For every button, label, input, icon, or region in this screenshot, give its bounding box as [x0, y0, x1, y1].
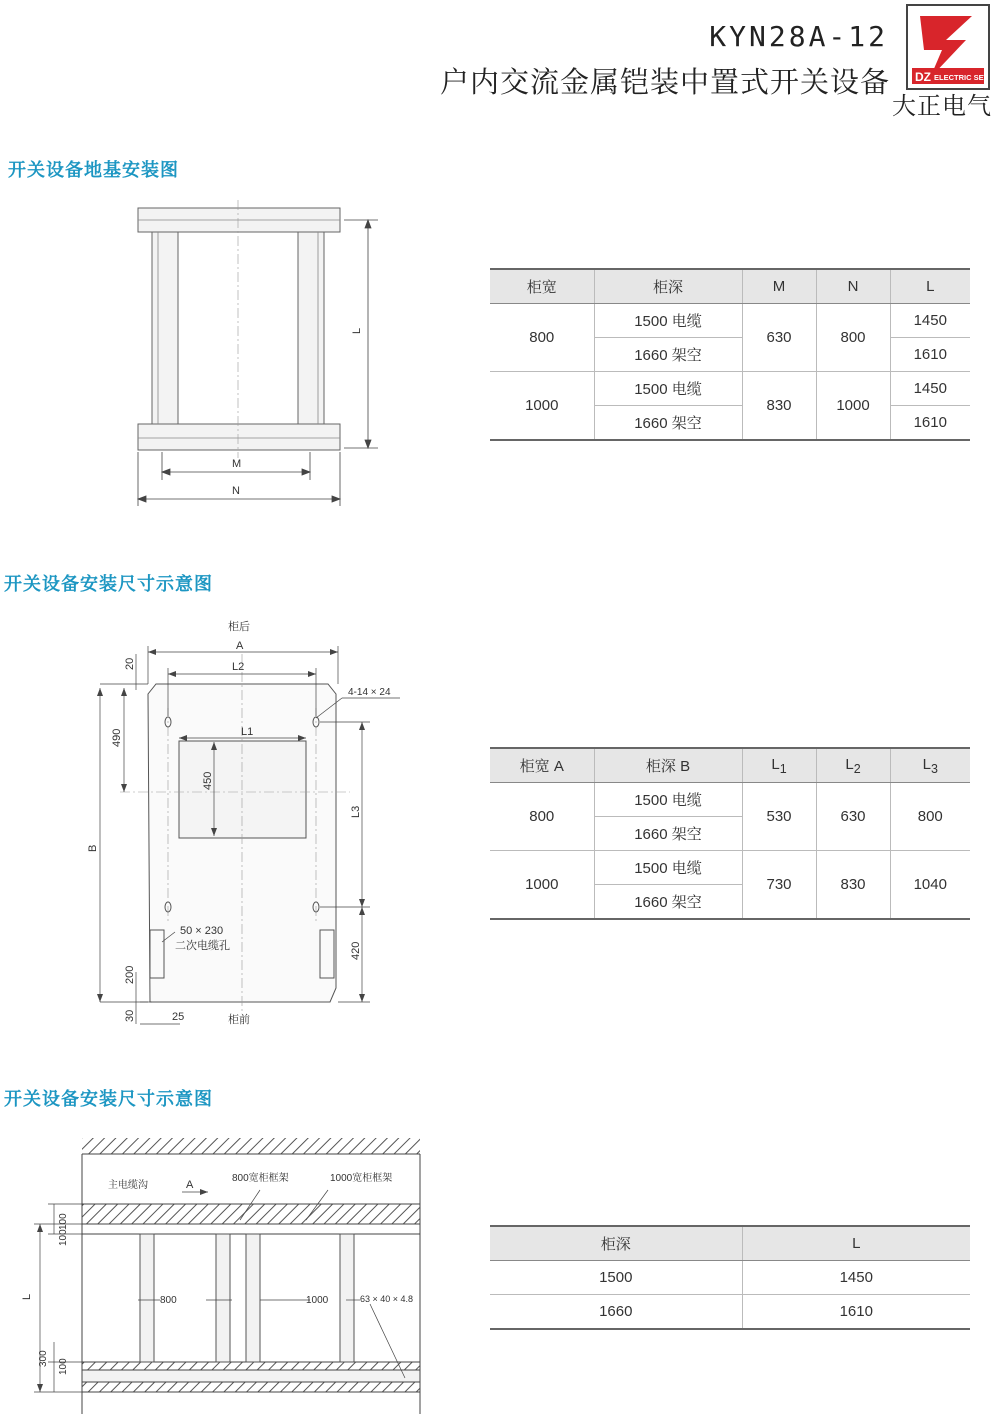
label-490: 490	[111, 728, 123, 747]
trench-table	[490, 1225, 970, 1330]
label-L3: L3	[350, 805, 362, 818]
company-name: 大正电气	[892, 92, 992, 120]
label-L2: L2	[232, 661, 245, 673]
table-row: 1660 架空 1610	[490, 406, 970, 441]
trench-layout-diagram	[10, 1130, 430, 1414]
product-subtitle: 户内交流金属铠装中置式开关设备	[439, 65, 890, 99]
company-logo	[906, 4, 990, 90]
label-300: 300	[38, 1350, 49, 1367]
logo-sub: ELECTRIC SET	[934, 73, 988, 82]
table-row: 1500 1450	[490, 1261, 970, 1295]
label-1000: 1000	[306, 1295, 329, 1306]
label-frame800: 800宽柜框架	[232, 1173, 289, 1184]
label-200: 200	[124, 965, 136, 984]
label-L1: L1	[241, 726, 254, 738]
label-420: 420	[350, 941, 362, 960]
table-row: 1660 架空	[490, 885, 970, 920]
label-main-trench: 主电缆沟	[108, 1180, 148, 1191]
label-25: 25	[172, 1011, 185, 1023]
installation-size-table	[490, 747, 970, 920]
foundation-diagram	[120, 190, 400, 520]
table-row: 1000 1500 电缆 830 1000 1450	[490, 372, 970, 406]
label-front: 柜前	[228, 1014, 250, 1026]
label-450: 450	[202, 771, 214, 790]
foundation-table	[490, 268, 970, 441]
table-row: 1660 架空	[490, 817, 970, 851]
label-holes: 4-14 × 24	[348, 687, 391, 698]
label-L: L	[21, 1293, 33, 1300]
th-depth: 柜深	[594, 269, 742, 304]
table-row: 1000 1500 电缆 730 830 1040	[490, 851, 970, 885]
th-width: 柜宽	[490, 269, 594, 304]
th-L: L	[890, 269, 970, 304]
label-100b: 100	[58, 1229, 69, 1246]
table-row: 1660 架空 1610	[490, 338, 970, 372]
th-L: L	[742, 1226, 970, 1261]
table-row: 800 1500 电缆 630 800 1450	[490, 304, 970, 338]
dim-M: M	[232, 458, 242, 470]
label-cable-hole: 二次电缆孔	[175, 940, 230, 952]
label-cable-size: 50 × 230	[180, 925, 224, 937]
th-L1: $L_1$	[742, 748, 816, 783]
dim-L: L	[351, 327, 363, 334]
th-L2: $L_2$	[816, 748, 890, 783]
label-steel: 63 × 40 × 4.8	[360, 1294, 414, 1304]
table-row: 800 1500 电缆 530 630 800	[490, 783, 970, 817]
dim-N: N	[232, 485, 240, 497]
th-M: M	[742, 269, 816, 304]
label-rear: 柜后	[228, 621, 250, 633]
lightning-logo-icon	[908, 6, 988, 88]
th-N: N	[816, 269, 890, 304]
label-100c: 100	[58, 1358, 69, 1375]
th-depth-B: 柜深 B	[594, 748, 742, 783]
th-L3: $L_3$	[890, 748, 970, 783]
label-B: B	[87, 844, 99, 852]
label-A: A	[186, 1179, 194, 1191]
section3-title: 开关设备安装尺寸示意图	[4, 1089, 213, 1110]
th-width-A: 柜宽 A	[490, 748, 594, 783]
label-20: 20	[124, 657, 136, 670]
installation-size-diagram	[80, 612, 420, 1032]
section2-title: 开关设备安装尺寸示意图	[4, 574, 213, 595]
label-A: A	[236, 640, 244, 652]
section1-title: 开关设备地基安装图	[8, 160, 179, 181]
label-100a: 100	[58, 1213, 69, 1230]
label-800: 800	[160, 1295, 177, 1306]
label-30: 30	[124, 1009, 136, 1022]
logo-mark: DZ	[915, 70, 931, 84]
table-row: 1660 1610	[490, 1295, 970, 1330]
model-number: KYN28A-12	[709, 20, 888, 53]
label-frame1000: 1000宽柜框架	[330, 1173, 393, 1184]
th-depth: 柜深	[490, 1226, 742, 1261]
